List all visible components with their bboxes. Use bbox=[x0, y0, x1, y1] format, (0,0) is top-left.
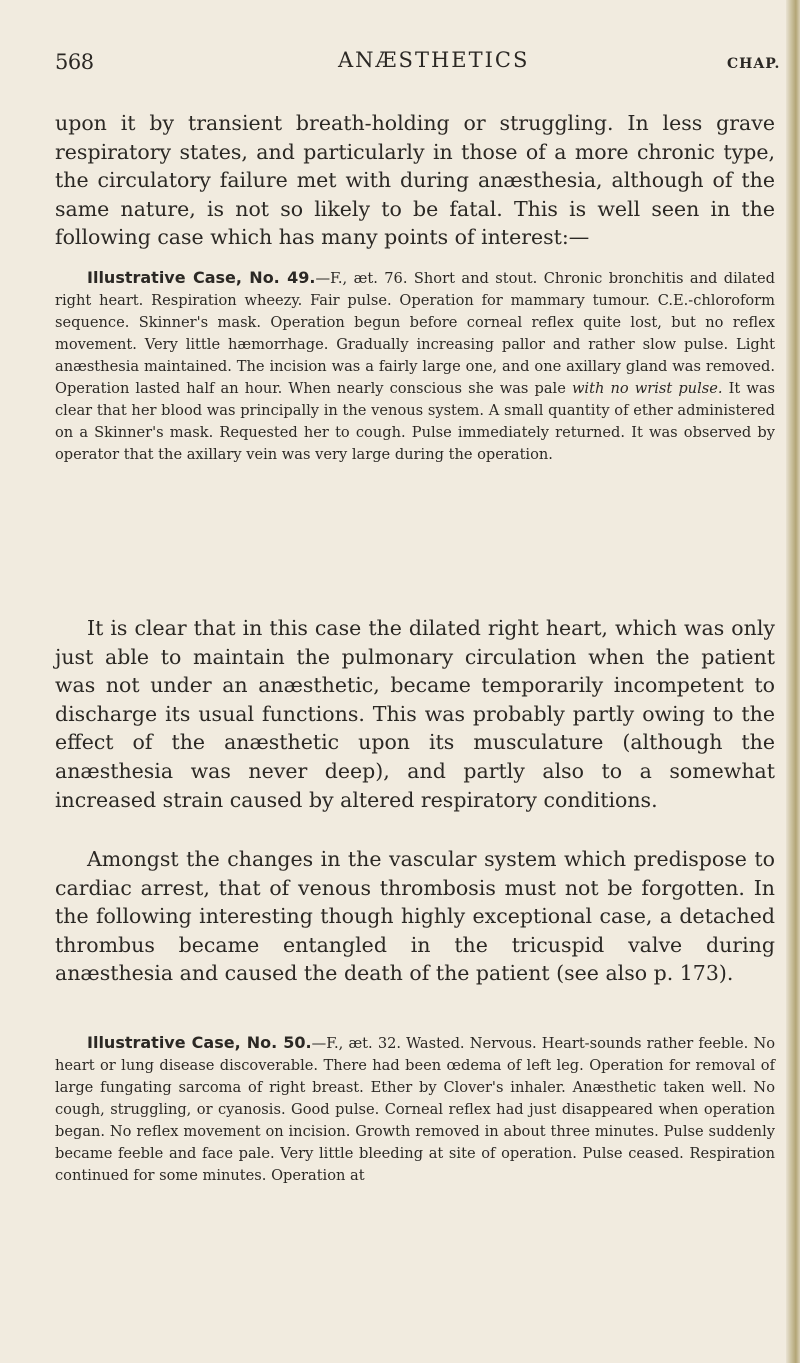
case-49-text-b: It was clear that her blood was principally in the venous system. A small quantity of ether administered on a Skinner's mask. Requested her to cough. Pulse immediately returned. It was observed by operator that the axillary vein was very large during the operation. bbox=[55, 380, 776, 463]
illustrative-case-50 bbox=[55, 1032, 775, 1187]
page-header bbox=[55, 48, 781, 88]
page-number: 568 bbox=[55, 50, 94, 74]
illustrative-case-49 bbox=[55, 267, 775, 466]
case-49-emphasis: with no wrist pulse. bbox=[571, 380, 723, 397]
chapter-tag: CHAP. bbox=[727, 56, 781, 72]
case-49-label: Illustrative Case, No. 49. bbox=[87, 268, 316, 287]
case-50-label: Illustrative Case, No. 50. bbox=[87, 1033, 312, 1052]
paragraph-thrombosis: Amongst the changes in the vascular system which predispose to cardiac arrest, that of venous thrombosis must not be forgotten. In the following interesting though highly exceptional case, a detached thrombus became entangled in the tricuspid valve during anæsthesia and caused the death of the patient (see also p. 173). bbox=[55, 847, 775, 986]
running-title: ANÆSTHETICS bbox=[338, 48, 530, 72]
paragraph-discussion: It is clear that in this case the dilated right heart, which was only just able to maintain the pulmonary circulation when the patient was not under an anæsthetic, became temporarily incompetent to discharge its usual functions. This was probably partly owing to the effect of the anæsthetic upon its musculature (although the anæsthesia was never deep), and partly also to a somewhat increased strain caused by altered respiratory conditions. bbox=[55, 616, 775, 812]
page-edge bbox=[786, 0, 800, 1363]
paragraph-intro: upon it by transient breath-holding or struggling. In less grave respiratory states, and particularly in those of a more chronic type, the circulatory failure met with during anæsthesia, although of the same nature, is not so likely to be fatal. This is well seen in the following case which has many points of interest:— bbox=[55, 111, 775, 250]
case-50-text: —F., æt. 32. Wasted. Nervous. Heart-sounds rather feeble. No heart or lung disease discoverable. There had been œdema of left leg. Operation for removal of large fungating sarcoma of right breast. Ether by Clover's inhaler. Anæsthetic taken well. No cough, struggling, or cyanosis. Good pulse. Corneal reflex had just disappeared when operation began. No reflex movement on incision. Growth removed in about three minutes. Pulse suddenly became feeble and face pale. Very little bleeding at site of operation. Pulse ceased. Respiration continued for some minutes. Operation at bbox=[55, 1035, 775, 1184]
case-49-text-a: —F., æt. 76. Short and stout. Chronic bronchitis and dilated right heart. Respiration wheezy. Fair pulse. Operation for mammary tumour. C.E.-chloroform sequence. Skinner's mask. Operation begun before corneal reflex quite lost, but no reflex movement. Very little hæmorrhage. Gradually increasing pallor and rather slow pulse. Light anæsthesia maintained. The incision was a fairly large one, and one axillary gland was removed. Operation lasted half an hour. When nearly conscious she was pale bbox=[55, 270, 775, 397]
